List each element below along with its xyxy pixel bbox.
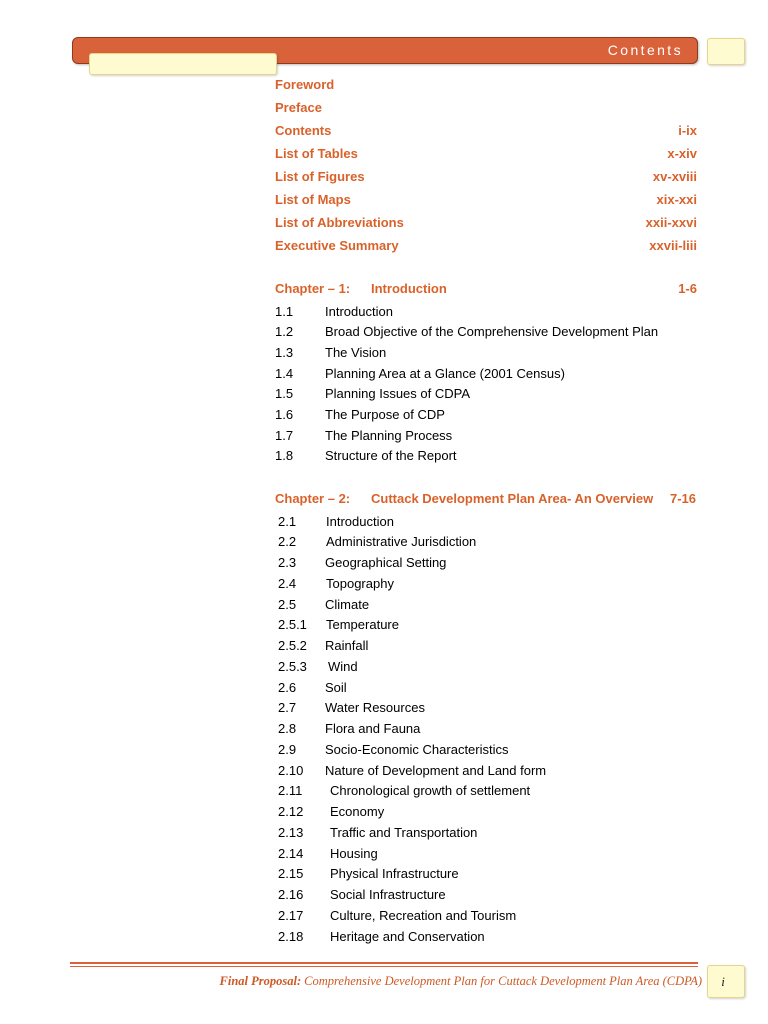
section-row <box>275 426 697 447</box>
chapter-label: Chapter – 1: <box>275 280 351 296</box>
section-row <box>275 595 697 616</box>
toc-entry-pages: x-xiv <box>667 145 697 161</box>
section-number: 2.5.3 <box>278 658 307 674</box>
footer-document-title: Comprehensive Development Plan for Cuttack Development Plan Area (CDPA) <box>304 974 702 988</box>
toc-entry-title: Preface <box>275 99 322 115</box>
section-title: Socio-Economic Characteristics <box>325 741 509 757</box>
section-row <box>275 574 697 595</box>
chapter-pages: 7-16 <box>669 490 696 506</box>
toc-entry-list-of-maps <box>275 188 697 211</box>
section-title: Introduction <box>325 303 393 319</box>
section-title: The Vision <box>325 344 387 360</box>
section-row <box>275 553 697 574</box>
header-note-box <box>89 53 277 75</box>
section-title: Wind <box>328 658 358 674</box>
toc-entry-preface <box>275 96 697 119</box>
section-title: Housing <box>330 845 378 861</box>
section-row <box>275 302 697 323</box>
section-row <box>275 761 697 782</box>
section-title: Heritage and Conservation <box>330 928 485 944</box>
footer-label: Final Proposal: <box>219 974 302 988</box>
toc-entry-pages: xix-xxi <box>656 191 697 207</box>
section-row <box>275 343 697 364</box>
section-title: Soil <box>325 679 347 695</box>
section-number: 2.3 <box>278 555 297 571</box>
section-row <box>275 906 697 927</box>
page-number: i <box>721 974 725 989</box>
section-number: 1.8 <box>275 448 294 464</box>
section-number: 2.2 <box>278 534 297 550</box>
section-row <box>275 802 697 823</box>
section-row <box>275 740 697 761</box>
toc-entry-pages: xxvii-liii <box>649 238 697 254</box>
chapter-heading <box>275 277 697 300</box>
section-number: 2.1 <box>278 513 297 529</box>
section-title: Water Resources <box>325 700 425 716</box>
section-row <box>275 364 697 385</box>
toc-entry-pages: i-ix <box>678 122 697 138</box>
section-number: 1.2 <box>275 324 294 340</box>
section-title: Introduction <box>326 513 394 529</box>
section-number: 2.12 <box>278 804 304 820</box>
section-title: Chronological growth of settlement <box>330 783 531 799</box>
toc-entry-title: List of Abbreviations <box>275 215 404 231</box>
section-row <box>275 781 697 802</box>
section-row <box>275 405 697 426</box>
chapter-title: Cuttack Development Plan Area- An Overview <box>371 490 654 506</box>
section-number: 2.4 <box>278 575 297 591</box>
section-row <box>275 532 697 553</box>
section-number: 1.1 <box>275 303 294 319</box>
toc-entry-title: Foreword <box>275 76 335 92</box>
front-matter-list <box>275 73 697 258</box>
section-number: 2.5 <box>278 596 297 612</box>
section-title: Administrative Jurisdiction <box>326 534 477 550</box>
section-number: 2.18 <box>278 928 304 944</box>
section-number: 2.8 <box>278 721 297 737</box>
section-number: 2.6 <box>278 679 297 695</box>
section-title: Physical Infrastructure <box>330 866 459 882</box>
section-row <box>275 512 697 533</box>
section-title: Structure of the Report <box>325 448 457 464</box>
section-title: Topography <box>326 575 394 591</box>
toc-entry-pages: xv-xviii <box>652 168 697 184</box>
footer-caption <box>220 973 702 989</box>
section-title: Traffic and Transportation <box>330 824 478 840</box>
section-row <box>275 384 697 405</box>
section-title: Flora and Fauna <box>325 721 421 737</box>
toc-entry-list-of-abbreviations <box>275 211 697 234</box>
toc-entry-title: List of Maps <box>275 191 351 207</box>
section-row <box>275 636 697 657</box>
section-row <box>275 446 697 467</box>
footer-rule <box>70 962 698 964</box>
section-row <box>275 322 697 343</box>
chapter-label: Chapter – 2: <box>275 490 351 506</box>
chapter-section-list <box>275 512 697 948</box>
section-number: 2.17 <box>278 907 304 923</box>
section-title: Nature of Development and Land form <box>325 762 547 778</box>
section-number: 2.11 <box>278 783 303 799</box>
footer-rule <box>70 966 698 967</box>
toc-entry-title: List of Figures <box>275 168 365 184</box>
section-number: 1.4 <box>275 365 294 381</box>
section-row <box>275 698 697 719</box>
page-title: Contents <box>607 42 683 58</box>
section-number: 2.7 <box>278 700 297 716</box>
section-row <box>275 844 697 865</box>
chapter-section-list <box>275 302 697 468</box>
section-number: 2.16 <box>278 887 304 903</box>
section-row <box>275 678 697 699</box>
section-title: Climate <box>325 596 370 612</box>
toc-entry-list-of-figures <box>275 165 697 188</box>
page-number-box <box>707 965 745 998</box>
chapter-title: Introduction <box>371 280 447 296</box>
section-title: Geographical Setting <box>325 555 447 571</box>
toc-entry-title: Contents <box>275 122 332 138</box>
chapter-heading <box>275 487 697 510</box>
chapter-pages: 1-6 <box>678 280 697 296</box>
toc-entry-title: List of Tables <box>275 145 358 161</box>
toc-entry-executive-summary <box>275 234 697 257</box>
toc-entry-title: Executive Summary <box>275 238 399 254</box>
section-row <box>275 615 697 636</box>
toc-entry-contents <box>275 119 697 142</box>
section-title: Economy <box>330 804 385 820</box>
section-title: Social Infrastructure <box>330 887 446 903</box>
header-corner-box <box>707 38 745 65</box>
section-title: Culture, Recreation and Tourism <box>330 907 517 923</box>
section-number: 1.7 <box>275 427 294 443</box>
section-title: Rainfall <box>325 638 369 654</box>
toc-entry-pages: xxii-xxvi <box>645 215 697 231</box>
toc-entry-foreword <box>275 73 697 96</box>
section-row <box>275 864 697 885</box>
section-number: 1.5 <box>275 386 294 402</box>
section-row <box>275 885 697 906</box>
section-number: 1.3 <box>275 344 294 360</box>
section-number: 1.6 <box>275 407 294 423</box>
section-row <box>275 823 697 844</box>
section-title: Broad Objective of the Comprehensive Development Plan <box>325 324 659 340</box>
section-number: 2.5.2 <box>278 638 307 654</box>
section-number: 2.14 <box>278 845 304 861</box>
section-number: 2.13 <box>278 824 304 840</box>
section-number: 2.9 <box>278 741 297 757</box>
toc-entry-list-of-tables <box>275 142 697 165</box>
section-title: Planning Area at a Glance (2001 Census) <box>325 365 565 381</box>
section-row <box>275 927 697 948</box>
section-title: The Purpose of CDP <box>325 407 445 423</box>
section-row <box>275 719 697 740</box>
section-number: 2.10 <box>278 762 304 778</box>
section-title: Planning Issues of CDPA <box>325 386 470 402</box>
section-title: The Planning Process <box>325 427 453 443</box>
section-title: Temperature <box>326 617 399 633</box>
section-row <box>275 657 697 678</box>
section-number: 2.15 <box>278 866 304 882</box>
section-number: 2.5.1 <box>278 617 307 633</box>
